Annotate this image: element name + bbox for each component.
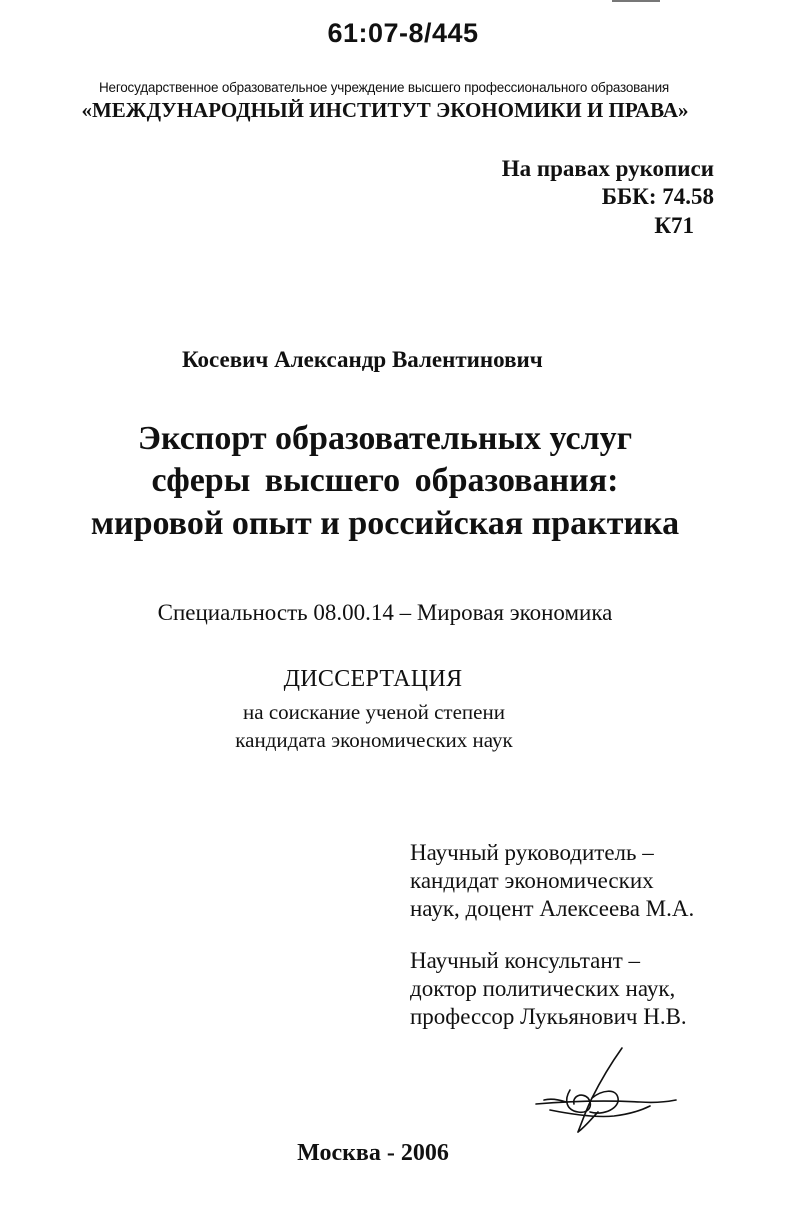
institution-type: Негосударственное образовательное учреждение высшего профессионального образования [98,80,670,95]
supervisor-line-1: Научный руководитель – [410,840,654,865]
author-index-code: К71 [654,213,694,238]
title-line-1: Экспорт образовательных услуг [137,420,633,457]
degree-line-1: на соискание ученой степени [243,700,505,724]
supervisor-line-2: кандидат экономических [410,868,654,893]
bbk-code: ББК: 74.58 [601,184,714,209]
title-line-3: мировой опыт и российская практика [90,505,680,542]
specialty: Специальность 08.00.14 – Мировая экономика [157,600,613,625]
consultant-line-3: профессор Лукьянович Н.В. [410,1004,687,1029]
author-name: Косевич Александр Валентинович [182,347,543,372]
handwritten-signature-icon [530,1040,680,1150]
scan-edge-mark [612,0,660,2]
consultant-line-2: доктор политических наук, [410,976,676,1001]
title-line-2: сферы высшего образования: [151,462,619,499]
manuscript-rights-label: На правах рукописи [501,156,714,181]
institution-name: «МЕЖДУНАРОДНЫЙ ИНСТИТУТ ЭКОНОМИКИ И ПРАВА» [81,98,689,122]
place-and-year: Москва - 2006 [297,1140,449,1166]
supervisor-line-3: наук, доцент Алексеева М.А. [410,896,695,921]
degree-line-2: кандидата экономических наук [235,728,513,752]
work-type: ДИССЕРТАЦИЯ [283,666,463,692]
consultant-line-1: Научный консультант – [410,948,640,973]
registry-code: 61:07-8/445 [327,18,479,48]
